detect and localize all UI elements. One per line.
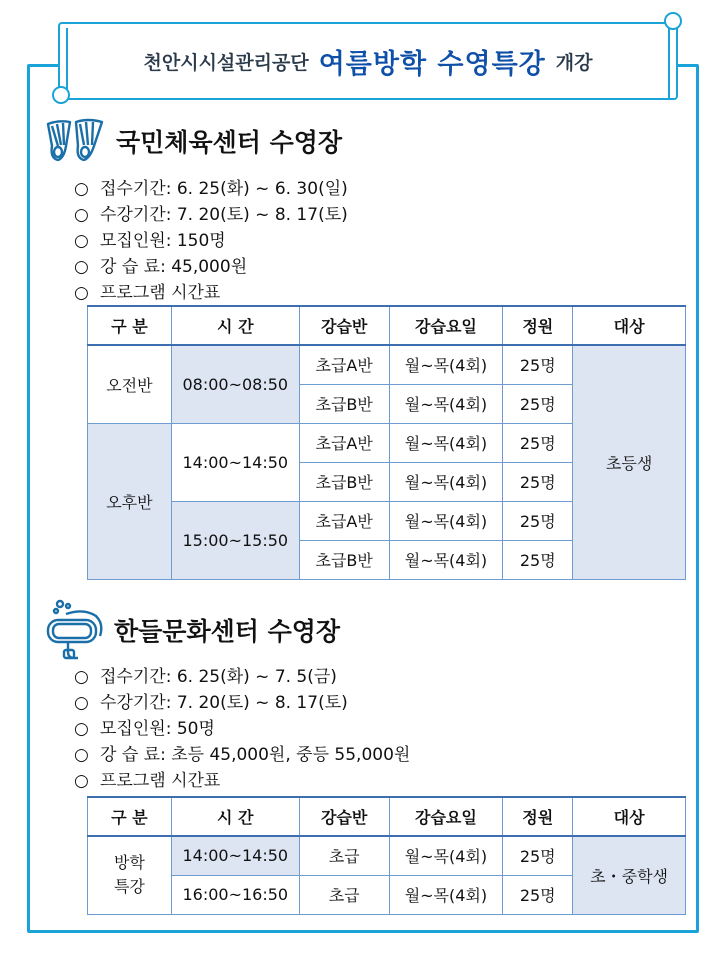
section2-info-list xyxy=(74,664,410,794)
table-header-row xyxy=(88,797,686,836)
class-cell: 초급A반 xyxy=(299,423,389,462)
col-header: 대상 xyxy=(573,306,686,345)
bullet-icon: ○ xyxy=(74,745,89,765)
group-cell: 오전반 xyxy=(88,345,172,423)
class-cell: 초급A반 xyxy=(299,501,389,540)
col-header: 구 분 xyxy=(88,797,172,836)
time-cell: 08:00~08:50 xyxy=(171,345,299,423)
days-cell: 월~목(4회) xyxy=(389,384,503,423)
col-header: 정원 xyxy=(503,797,573,836)
target-cell: 초등생 xyxy=(573,345,686,579)
section2-title: 한들문화센터 수영장 xyxy=(114,617,341,646)
col-header: 강습요일 xyxy=(389,797,503,836)
info-item xyxy=(74,716,410,742)
info-text: 프로그램 시간표 xyxy=(100,283,221,303)
group-cell xyxy=(88,836,172,914)
info-item xyxy=(74,742,410,768)
info-item xyxy=(74,254,348,280)
group-line: 특강 xyxy=(113,877,145,897)
col-header: 강습요일 xyxy=(389,306,503,345)
info-text: 모집인원: 50명 xyxy=(100,719,215,739)
target-cell: 초・중학생 xyxy=(573,836,686,914)
time-cell: 14:00~14:50 xyxy=(171,423,299,501)
class-cell: 초급B반 xyxy=(299,384,389,423)
info-item xyxy=(74,280,348,306)
info-text: 수강기간: 7. 20(토) ~ 8. 17(토) xyxy=(100,693,348,713)
days-cell: 월~목(4회) xyxy=(389,875,503,914)
class-cell: 초급 xyxy=(299,875,389,914)
info-item xyxy=(74,664,410,690)
class-cell: 초급 xyxy=(299,836,389,875)
group-cell: 오후반 xyxy=(88,423,172,579)
title-banner xyxy=(58,22,678,100)
bullet-icon: ○ xyxy=(74,283,89,303)
bullet-icon: ○ xyxy=(74,771,89,791)
title-suffix: 개강 xyxy=(555,51,593,74)
time-cell: 14:00~14:50 xyxy=(171,836,299,875)
capacity-cell: 25명 xyxy=(503,875,573,914)
col-header: 강습반 xyxy=(299,797,389,836)
bullet-icon: ○ xyxy=(74,231,89,251)
bullet-icon: ○ xyxy=(74,205,89,225)
time-cell: 15:00~15:50 xyxy=(171,501,299,579)
bullet-icon: ○ xyxy=(74,179,89,199)
info-item xyxy=(74,176,348,202)
section1-heading xyxy=(44,118,342,164)
title-prefix: 천안시시설관리공단 xyxy=(143,51,309,74)
days-cell: 월~목(4회) xyxy=(389,836,503,875)
swim-fins-icon xyxy=(44,118,108,164)
bullet-icon: ○ xyxy=(74,693,89,713)
swim-goggles-icon xyxy=(44,598,106,662)
section1-title: 국민체육센터 수영장 xyxy=(116,128,343,157)
capacity-cell: 25명 xyxy=(503,501,573,540)
capacity-cell: 25명 xyxy=(503,836,573,875)
days-cell: 월~목(4회) xyxy=(389,501,503,540)
days-cell: 월~목(4회) xyxy=(389,423,503,462)
col-header: 시 간 xyxy=(171,797,299,836)
bullet-icon: ○ xyxy=(74,667,89,687)
class-cell: 초급B반 xyxy=(299,462,389,501)
info-item xyxy=(74,768,410,794)
col-header: 구 분 xyxy=(88,306,172,345)
table-row xyxy=(88,345,686,384)
class-cell: 초급A반 xyxy=(299,345,389,384)
section2-heading xyxy=(44,598,340,662)
time-cell: 16:00~16:50 xyxy=(171,875,299,914)
table-row xyxy=(88,836,686,875)
col-header: 대상 xyxy=(573,797,686,836)
info-text: 강 습 료: 45,000원 xyxy=(100,257,248,277)
title-highlight: 여름방학 수영특강 xyxy=(318,48,546,80)
capacity-cell: 25명 xyxy=(503,423,573,462)
info-text: 접수기간: 6. 25(화) ~ 7. 5(금) xyxy=(100,667,337,687)
days-cell: 월~목(4회) xyxy=(389,345,503,384)
info-text: 접수기간: 6. 25(화) ~ 6. 30(일) xyxy=(100,179,348,199)
col-header: 강습반 xyxy=(299,306,389,345)
info-item xyxy=(74,228,348,254)
days-cell: 월~목(4회) xyxy=(389,540,503,579)
info-text: 프로그램 시간표 xyxy=(100,771,221,791)
section2-schedule-table xyxy=(87,796,686,915)
group-line: 방학 xyxy=(113,853,145,873)
table-header-row xyxy=(88,306,686,345)
info-item xyxy=(74,690,410,716)
capacity-cell: 25명 xyxy=(503,345,573,384)
info-text: 모집인원: 150명 xyxy=(100,231,226,251)
capacity-cell: 25명 xyxy=(503,540,573,579)
page-title xyxy=(60,24,676,98)
info-text: 강 습 료: 초등 45,000원, 중등 55,000원 xyxy=(100,745,411,765)
class-cell: 초급B반 xyxy=(299,540,389,579)
col-header: 정원 xyxy=(503,306,573,345)
section1-info-list xyxy=(74,176,348,306)
capacity-cell: 25명 xyxy=(503,462,573,501)
section1-schedule-table xyxy=(87,305,686,580)
col-header: 시 간 xyxy=(171,306,299,345)
capacity-cell: 25명 xyxy=(503,384,573,423)
info-item xyxy=(74,202,348,228)
info-text: 수강기간: 7. 20(토) ~ 8. 17(토) xyxy=(100,205,348,225)
days-cell: 월~목(4회) xyxy=(389,462,503,501)
bullet-icon: ○ xyxy=(74,719,89,739)
bullet-icon: ○ xyxy=(74,257,89,277)
